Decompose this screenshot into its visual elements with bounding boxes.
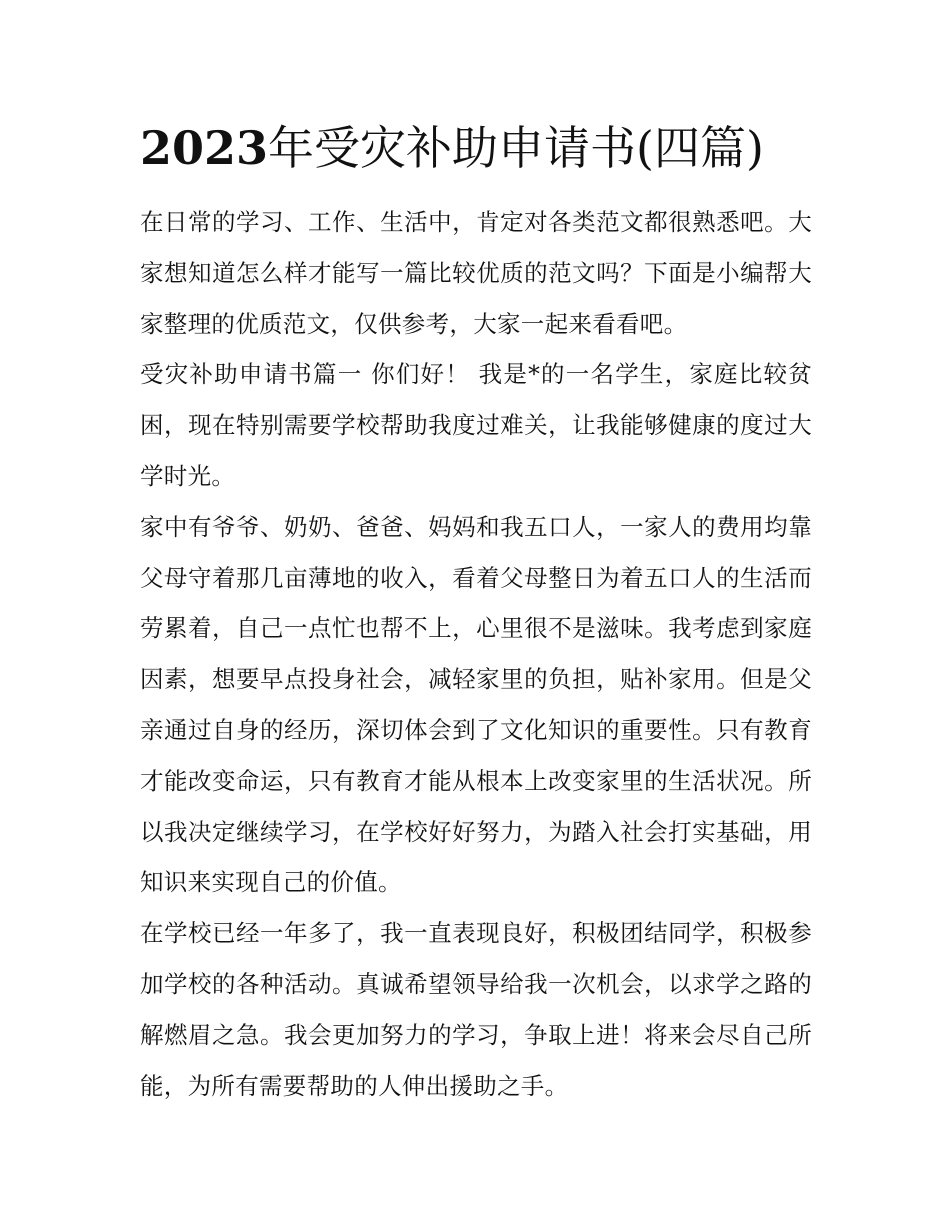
title-text: 年受灾补助申请书(四篇)	[268, 121, 764, 175]
paragraph-intro: 在日常的学习、工作、生活中，肯定对各类范文都很熟悉吧。大家想知道怎么样才能写一篇比较优质的范文吗？下面是小编帮大家整理的优质范文，仅供参考，大家一起来看看吧。	[140, 208, 812, 338]
paragraph-greeting: 受灾补助申请书篇一 你们好！ 我是*的一名学生，家庭比较贫困，现在特别需要学校帮助我度过难关，让我能够健康的度过大学时光。	[140, 360, 812, 490]
paragraph-family: 家中有爷爷、奶奶、爸爸、妈妈和我五口人，一家人的费用均靠父母守着那几亩薄地的收入，看着父母整日为着五口人的生活而劳累着，自己一点忙也帮不上，心里很不是滋味。我考虑到家庭因素，想要早点投身社会，减轻家里的负担，贴补家用。但是父亲通过自身的经历，深切体会到了文化知识的重要性。只有教育才能改变命运，只有教育才能从根本上改变家里的生活状况。所以我决定继续学习，在学校好好努力，为踏入社会打实基础，用知识来实现自己的价值。	[140, 512, 812, 897]
title-year: 2023	[140, 121, 269, 175]
paragraph-school: 在学校已经一年多了，我一直表现良好，积极团结同学，积极参加学校的各种活动。真诚希望领导给我一次机会，以求学之路的解燃眉之急。我会更加努力的学习，争取上进！将来会尽自己所能，为所有需要帮助的人伸出援助之手。	[140, 919, 812, 1100]
document-body	[140, 197, 812, 1111]
document-title	[140, 118, 840, 178]
